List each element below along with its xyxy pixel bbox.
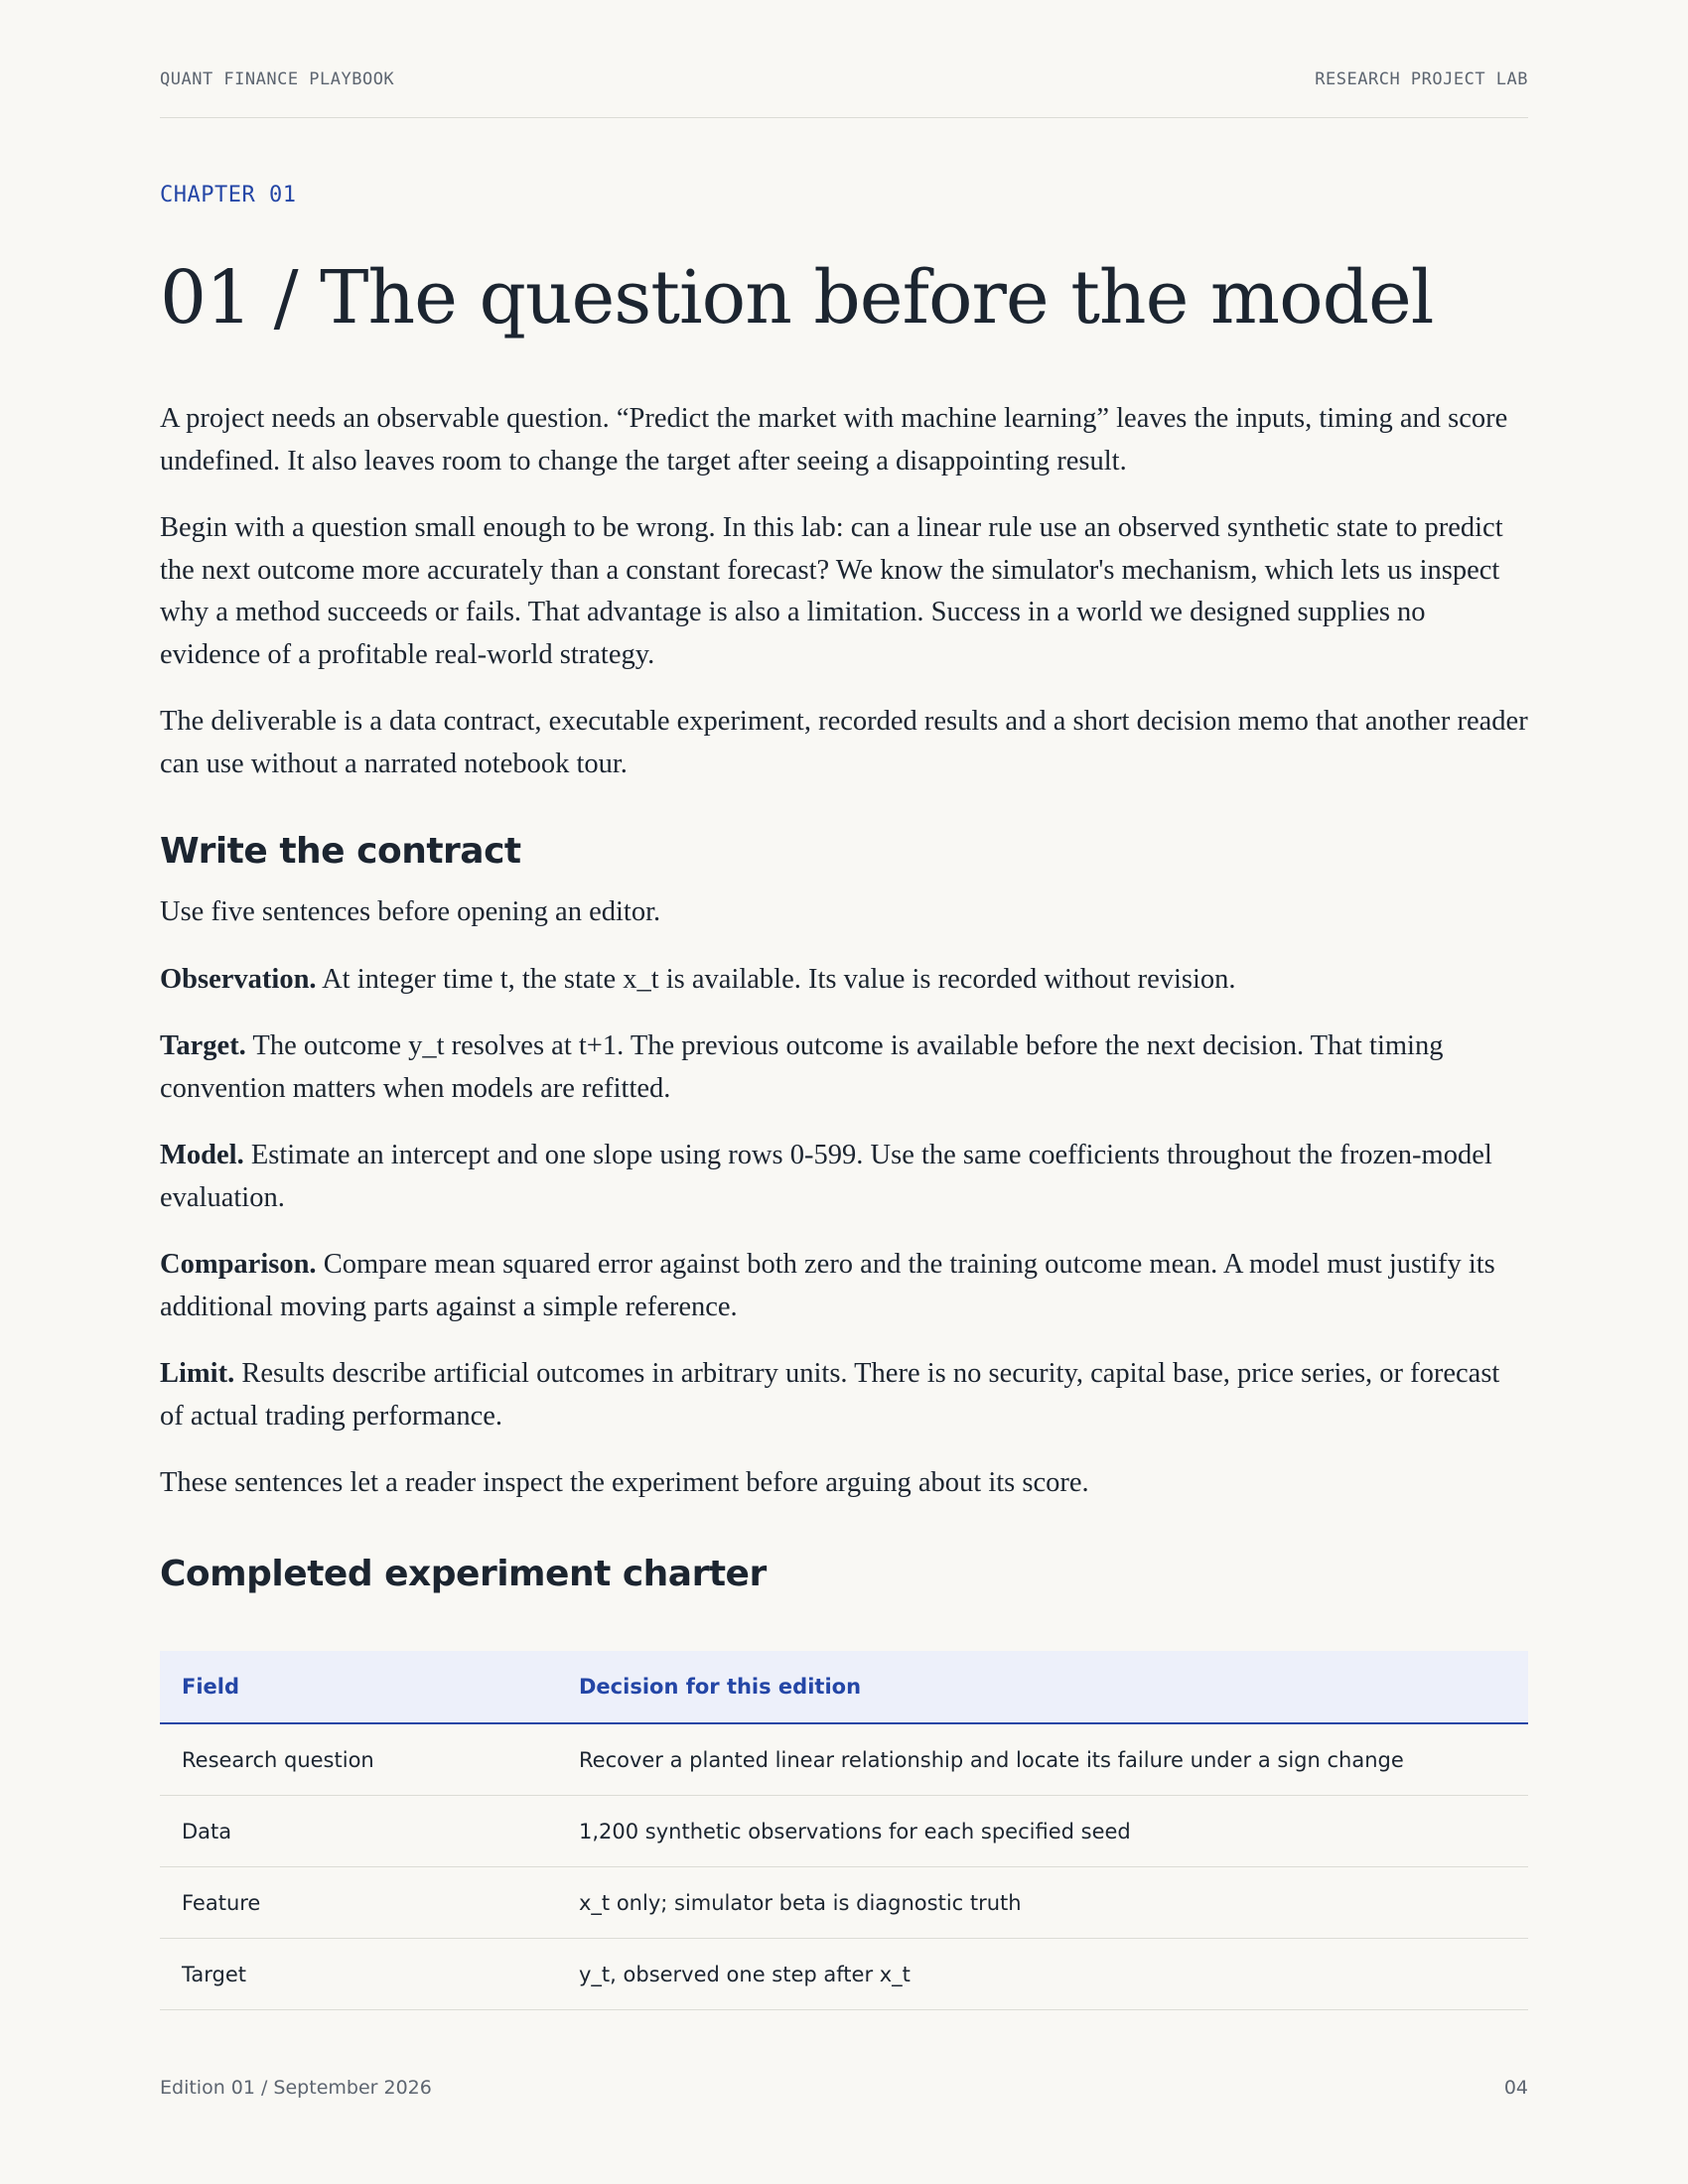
table-cell-decision: Recover a planted linear relationship and locate its failure under a sign change <box>557 1723 1528 1796</box>
page-footer <box>160 2077 1528 2099</box>
table-header-row <box>160 1651 1528 1723</box>
intro-paragraph: Begin with a question small enough to be wrong. In this lab: can a linear rule use an observed synthetic state to predict the next outcome more accurately than a constant forecast? We know the simulator's mechanism, which lets us inspect why a method succeeds or fails. That advantage is also a limitation. Success in a world we designed supplies no evidence of a profitable real-world strategy. <box>160 512 1503 670</box>
intro-paragraph: The deliverable is a data contract, executable experiment, recorded results and a short decision memo that another reader can use without a narrated notebook tour. <box>160 706 1528 779</box>
edition-label: Edition 01 / September 2026 <box>160 2077 432 2099</box>
table-cell-decision: 1,200 synthetic observations for each specified seed <box>557 1796 1528 1867</box>
contract-text: Estimate an intercept and one slope using rows 0-599. Use the same coefficients throughout the frozen-model evaluation. <box>160 1140 1492 1213</box>
table-cell-decision: y_t, observed one step after x_t <box>557 1939 1528 2010</box>
charter-heading: Completed experiment charter <box>160 1553 767 1594</box>
contract-heading: Write the contract <box>160 831 521 872</box>
table-row <box>160 1867 1528 1939</box>
contract-item-comparison <box>160 1244 1528 1328</box>
contract-item-model <box>160 1135 1528 1219</box>
contract-term: Observation. <box>160 963 317 995</box>
table-row <box>160 1939 1528 2010</box>
table-cell-field: Data <box>160 1796 557 1867</box>
contract-text: Results describe artificial outcomes in arbitrary units. There is no security, capital base, price series, or forecast of actual trading performance. <box>160 1358 1500 1432</box>
table-row <box>160 1723 1528 1796</box>
contract-text: Compare mean squared error against both zero and the training outcome mean. A model must justify its additional moving parts against a simple reference. <box>160 1249 1495 1322</box>
charter-table <box>160 1651 1528 2010</box>
book-title: QUANT FINANCE PLAYBOOK <box>160 69 395 89</box>
table-cell-field: Feature <box>160 1867 557 1939</box>
column-header-decision: Decision for this edition <box>557 1651 1528 1723</box>
contract-item-observation <box>160 959 1528 1002</box>
contract-term: Target. <box>160 1030 246 1061</box>
contract-term: Limit. <box>160 1358 235 1389</box>
contract-term: Comparison. <box>160 1249 317 1280</box>
running-header <box>160 69 1528 89</box>
table-cell-field: Target <box>160 1939 557 2010</box>
table-row <box>160 1796 1528 1867</box>
contract-lead: Use five sentences before opening an editor. <box>160 896 661 927</box>
table-cell-field: Research question <box>160 1723 557 1796</box>
contract-text: At integer time t, the state x_t is available. Its value is recorded without revision. <box>316 963 1236 995</box>
section-title: RESEARCH PROJECT LAB <box>1315 69 1528 89</box>
intro-paragraph: A project needs an observable question. “Predict the market with machine learning” leaves the inputs, timing and score undefined. It also leaves room to change the target after seeing a disappointing result. <box>160 403 1508 477</box>
table-cell-decision: x_t only; simulator beta is diagnostic truth <box>557 1867 1528 1939</box>
contract-text: The outcome y_t resolves at t+1. The previous outcome is available before the next decision. That timing convention matters when models are refitted. <box>160 1030 1444 1104</box>
page-title: 01 / The question before the model <box>160 255 1434 341</box>
contract-item-target <box>160 1025 1528 1110</box>
contract-term: Model. <box>160 1140 244 1170</box>
contract-item-limit <box>160 1353 1528 1437</box>
page-number: 04 <box>1503 2077 1528 2099</box>
chapter-body <box>160 398 1528 1614</box>
chapter-label: CHAPTER 01 <box>160 183 297 207</box>
contract-closing: These sentences let a reader inspect the experiment before arguing about its score. <box>160 1467 1089 1498</box>
header-divider <box>160 117 1528 118</box>
column-header-field: Field <box>160 1651 557 1723</box>
